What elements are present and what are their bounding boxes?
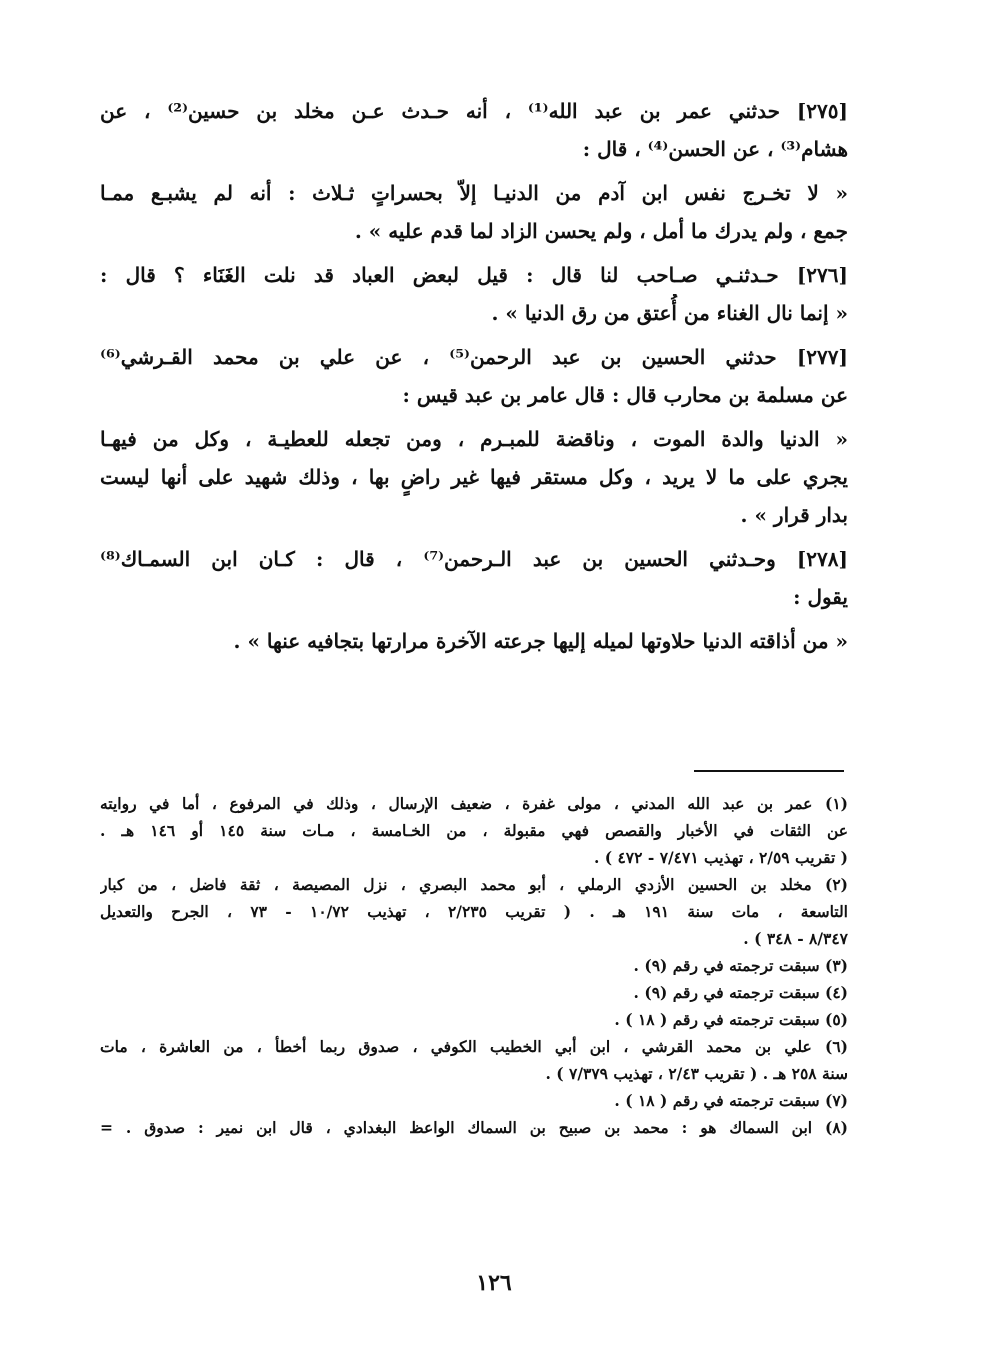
- text-line: « إنما نال الغناء من أُعتق من رق الدنيا » .: [491, 301, 848, 325]
- text-line: « من أذاقته الدنيا حلاوتها لميله إليها جرعته الآخرة مرارتها بتجافيه عنها » .: [233, 629, 848, 653]
- footnote-line: ٨/٣٤٧ - ٣٤٨ ) .: [743, 929, 848, 948]
- footnote-line: (٣) سبقت ترجمته في رقم (٩) .: [633, 956, 848, 975]
- footnote-line: ( تقريب ٢/٥٩ ، تهذيب ٧/٤٧١ - ٤٧٢ ) .: [593, 848, 848, 867]
- footnotes: [100, 790, 848, 1141]
- footnote-line: (١) عمر بن عبد الله المدني ، مولى غفرة ، ضعيف الإرسال ، وذلك في المرفوع ، أما في روايته: [100, 794, 848, 813]
- text-line: [٢٧٦] حـدثنـي صـاحب لنا قال : قيل لبعض العباد قد نلت الغَنَاء ؟ قال :: [100, 263, 848, 287]
- footnote-line: (٧) سبقت ترجمته في رقم ( ١٨ ) .: [614, 1091, 848, 1110]
- text-line: عن مسلمة بن محارب قال : قال عامر بن عبد قيس :: [402, 383, 848, 407]
- footnote-line: التاسعة ، مات سنة ١٩١ هـ . ( تقريب ٢/٢٣٥ ، تهذيب ١٠/٧٢ - ٧٣ ، الجرح والتعديل: [100, 902, 848, 921]
- text-line: جمع ، ولم يدرك ما أمل ، ولم يحسن الزاد لما قدم عليه » .: [354, 219, 848, 243]
- footnote-line: عن الثقات في الأخبار والقصص فهي مقبولة ، من الخـامسة ، مـات سنة ١٤٥ أو ١٤٦ هـ .: [100, 821, 848, 840]
- footnote-line: (٤) سبقت ترجمته في رقم (٩) .: [633, 983, 848, 1002]
- text-line: هشام⁽³⁾ ، عن الحسن⁽⁴⁾ ، قال :: [582, 137, 848, 161]
- text-line: [٢٧٧] حدثني الحسين بن عبد الرحمن⁽⁵⁾ ، عن علي بن محمد القـرشي⁽⁶⁾: [100, 345, 848, 369]
- footnote-line: (٦) علي بن محمد القرشي ، ابن أبي الخطيب الكوفي ، صدوق ربما أخطأ ، من العاشرة ، مات: [100, 1037, 848, 1056]
- footnote-line: (٢) مخلد بن الحسين الأزدي الرملي ، أبو محمد البصري ، نزل المصيصة ، ثقة فاضل ، من كبار: [100, 875, 848, 894]
- text-line: يجري على ما لا يريد ، وكل مستقر فيها غير راضٍ بها ، وذلك شهيد على أنها ليست: [100, 465, 848, 489]
- text-line: « الدنيا والدة الموت ، وناقضة للمبـرم ، ومن تجعله للعطيـة ، وكل من فيهـا: [100, 427, 848, 451]
- text-line: يقول :: [793, 585, 848, 609]
- page-number: ١٢٦: [476, 1270, 512, 1296]
- footnote-line: (٨) ابن السماك هو : محمد بن صبيح بن السماك الواعظ البغدادي ، قال ابن نمير : صدوق . =: [100, 1118, 848, 1137]
- text-line: بدار قرار » .: [740, 503, 848, 527]
- main-text: [100, 92, 848, 660]
- text-line: [٢٧٥] حدثني عمر بن عبد الله⁽¹⁾ ، أنه حـدث عـن مخلد بن حسين⁽²⁾ ، عن: [100, 99, 848, 123]
- footnote-line: سنة ٢٥٨ هـ . ( تقريب ٢/٤٣ ، تهذيب ٧/٣٧٩ ) .: [545, 1064, 848, 1083]
- footnote-line: (٥) سبقت ترجمته في رقم ( ١٨ ) .: [614, 1010, 848, 1029]
- text-line: « لا تخـرج نفس ابن آدم من الدنيـا إلاّ بحسراتٍ ثـلاث : أنه لم يشبـع ممـا: [100, 181, 848, 205]
- text-line: [٢٧٨] وحـدثني الحسين بن عبد الـرحمن⁽⁷⁾ ، قال : كـان ابن السمـاك⁽⁸⁾: [100, 547, 848, 571]
- footnote-divider: [694, 770, 844, 772]
